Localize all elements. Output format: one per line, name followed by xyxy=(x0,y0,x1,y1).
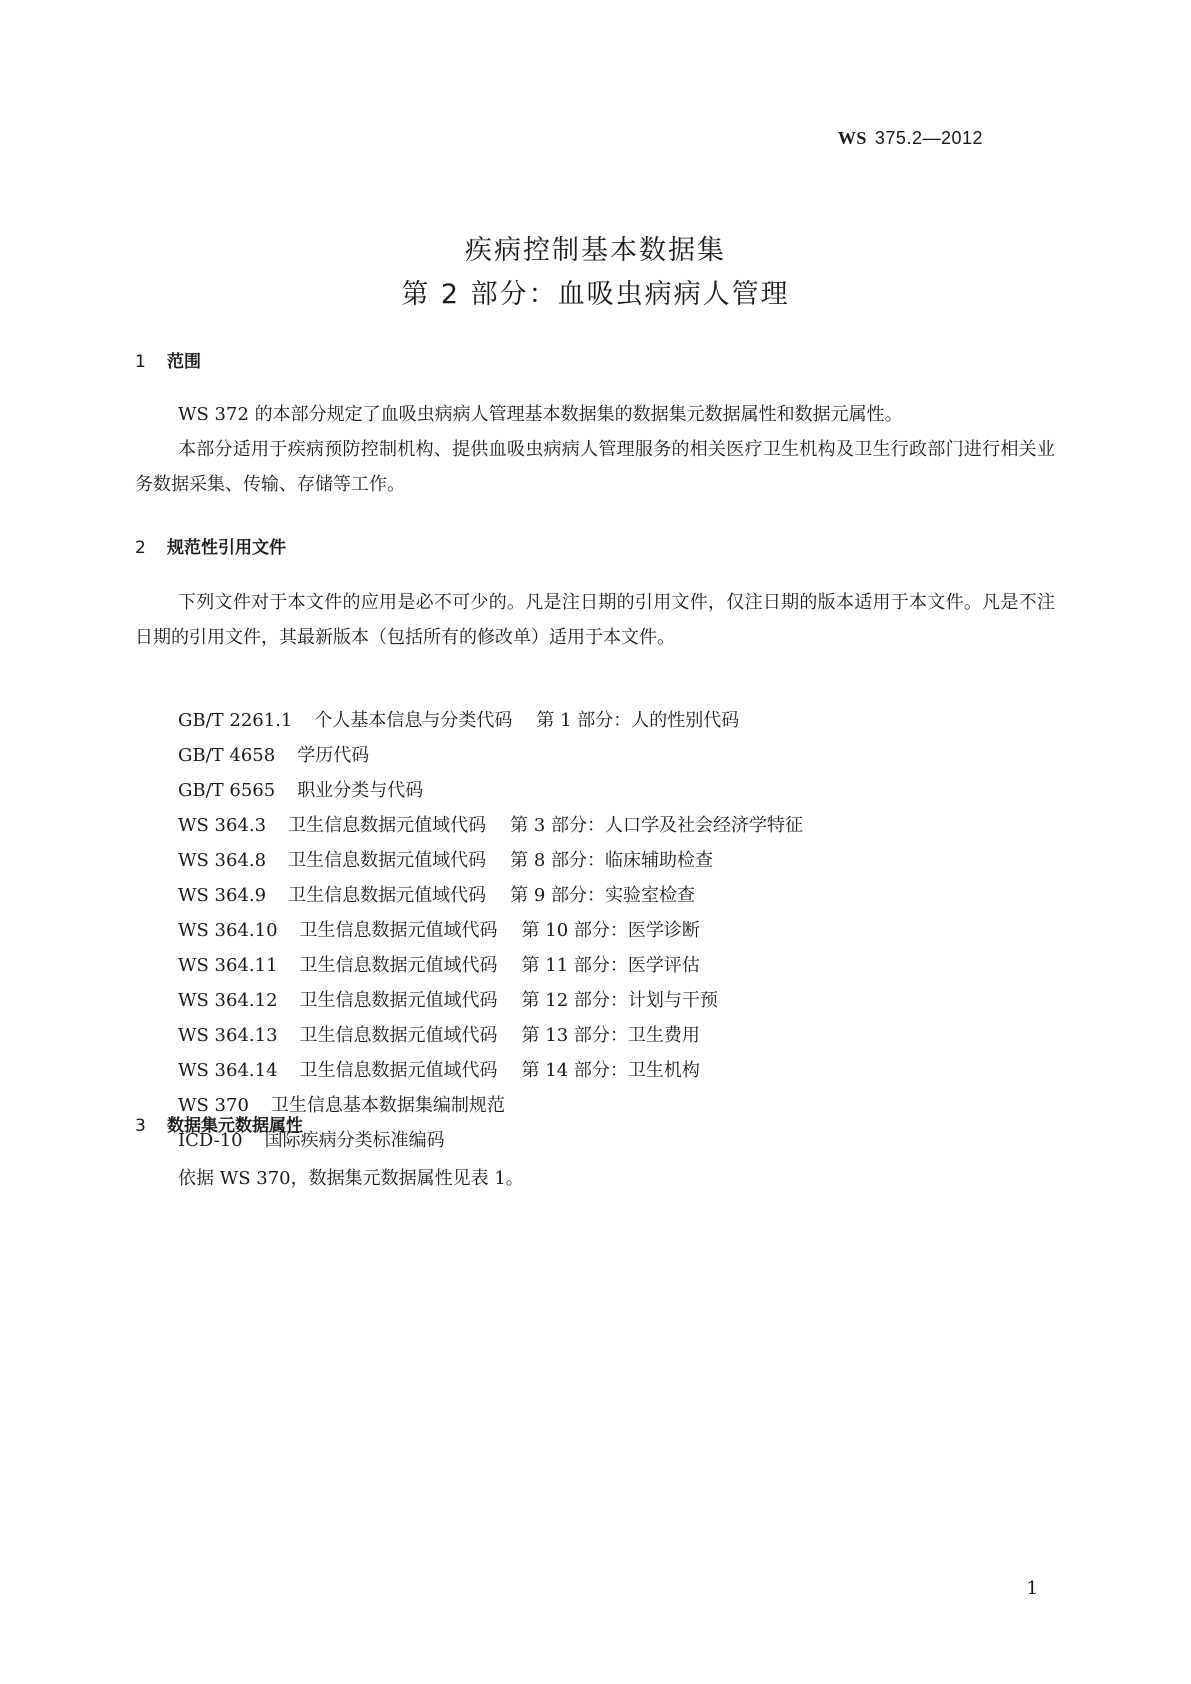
list-item: WS 364.13 卫生信息数据元值域代码 第 13 部分：卫生费用 xyxy=(178,1025,700,1046)
list-item: WS 364.11 卫生信息数据元值域代码 第 11 部分：医学评估 xyxy=(178,955,700,976)
standard-prefix: WS xyxy=(837,128,867,148)
list-item: WS 364.9 卫生信息数据元值域代码 第 9 部分：实验室检查 xyxy=(178,885,695,906)
section-heading-metadata xyxy=(135,1111,303,1136)
list-item: GB/T 6565 职业分类与代码 xyxy=(178,780,424,801)
list-item: WS 364.14 卫生信息数据元值域代码 第 14 部分：卫生机构 xyxy=(178,1060,700,1081)
scope-paragraph-2: 本部分适用于疾病预防控制机构、提供血吸虫病病人管理服务的相关医疗卫生机构及卫生行政部门进行相关业务数据采集、传输、存储等工作。 xyxy=(135,439,1055,495)
list-item: WS 370 卫生信息基本数据集编制规范 xyxy=(178,1095,505,1116)
section-heading-normative xyxy=(135,533,286,558)
list-item: ICD-10 国际疾病分类标准编码 xyxy=(178,1130,445,1151)
reference-list xyxy=(178,703,803,1158)
document-subtitle: 第 2 部分：血吸虫病病人管理 xyxy=(401,279,790,310)
section-heading-scope xyxy=(135,347,201,372)
section-title: 范围 xyxy=(167,352,201,372)
section-number: 2 xyxy=(135,538,146,558)
list-item: GB/T 4658 学历代码 xyxy=(178,745,370,766)
section-number: 3 xyxy=(135,1116,146,1136)
list-item: WS 364.3 卫生信息数据元值域代码 第 3 部分：人口学及社会经济学特征 xyxy=(178,815,803,836)
standard-number: 375.2—2012 xyxy=(874,128,983,148)
page-number: 1 xyxy=(1026,1578,1038,1599)
document-title: 疾病控制基本数据集 xyxy=(465,235,726,266)
scope-paragraph-1: WS 372 的本部分规定了血吸虫病病人管理基本数据集的数据集元数据属性和数据元属性。 xyxy=(178,404,903,425)
list-item: WS 364.10 卫生信息数据元值域代码 第 10 部分：医学诊断 xyxy=(178,920,700,941)
section-number: 1 xyxy=(135,352,146,372)
normative-intro: 下列文件对于本文件的应用是必不可少的。凡是注日期的引用文件，仅注日期的版本适用于本文件。凡是不注日期的引用文件，其最新版本（包括所有的修改单）适用于本文件。 xyxy=(135,592,1055,648)
list-item: WS 364.12 卫生信息数据元值域代码 第 12 部分：计划与干预 xyxy=(178,990,718,1011)
standard-code xyxy=(838,128,983,149)
metadata-paragraph: 依据 WS 370，数据集元数据属性见表 1。 xyxy=(178,1168,524,1189)
list-item: WS 364.8 卫生信息数据元值域代码 第 8 部分：临床辅助检查 xyxy=(178,850,713,871)
section-title: 规范性引用文件 xyxy=(167,538,286,558)
section-title: 数据集元数据属性 xyxy=(167,1116,303,1136)
list-item: GB/T 2261.1 个人基本信息与分类代码 第 1 部分：人的性别代码 xyxy=(178,710,740,731)
